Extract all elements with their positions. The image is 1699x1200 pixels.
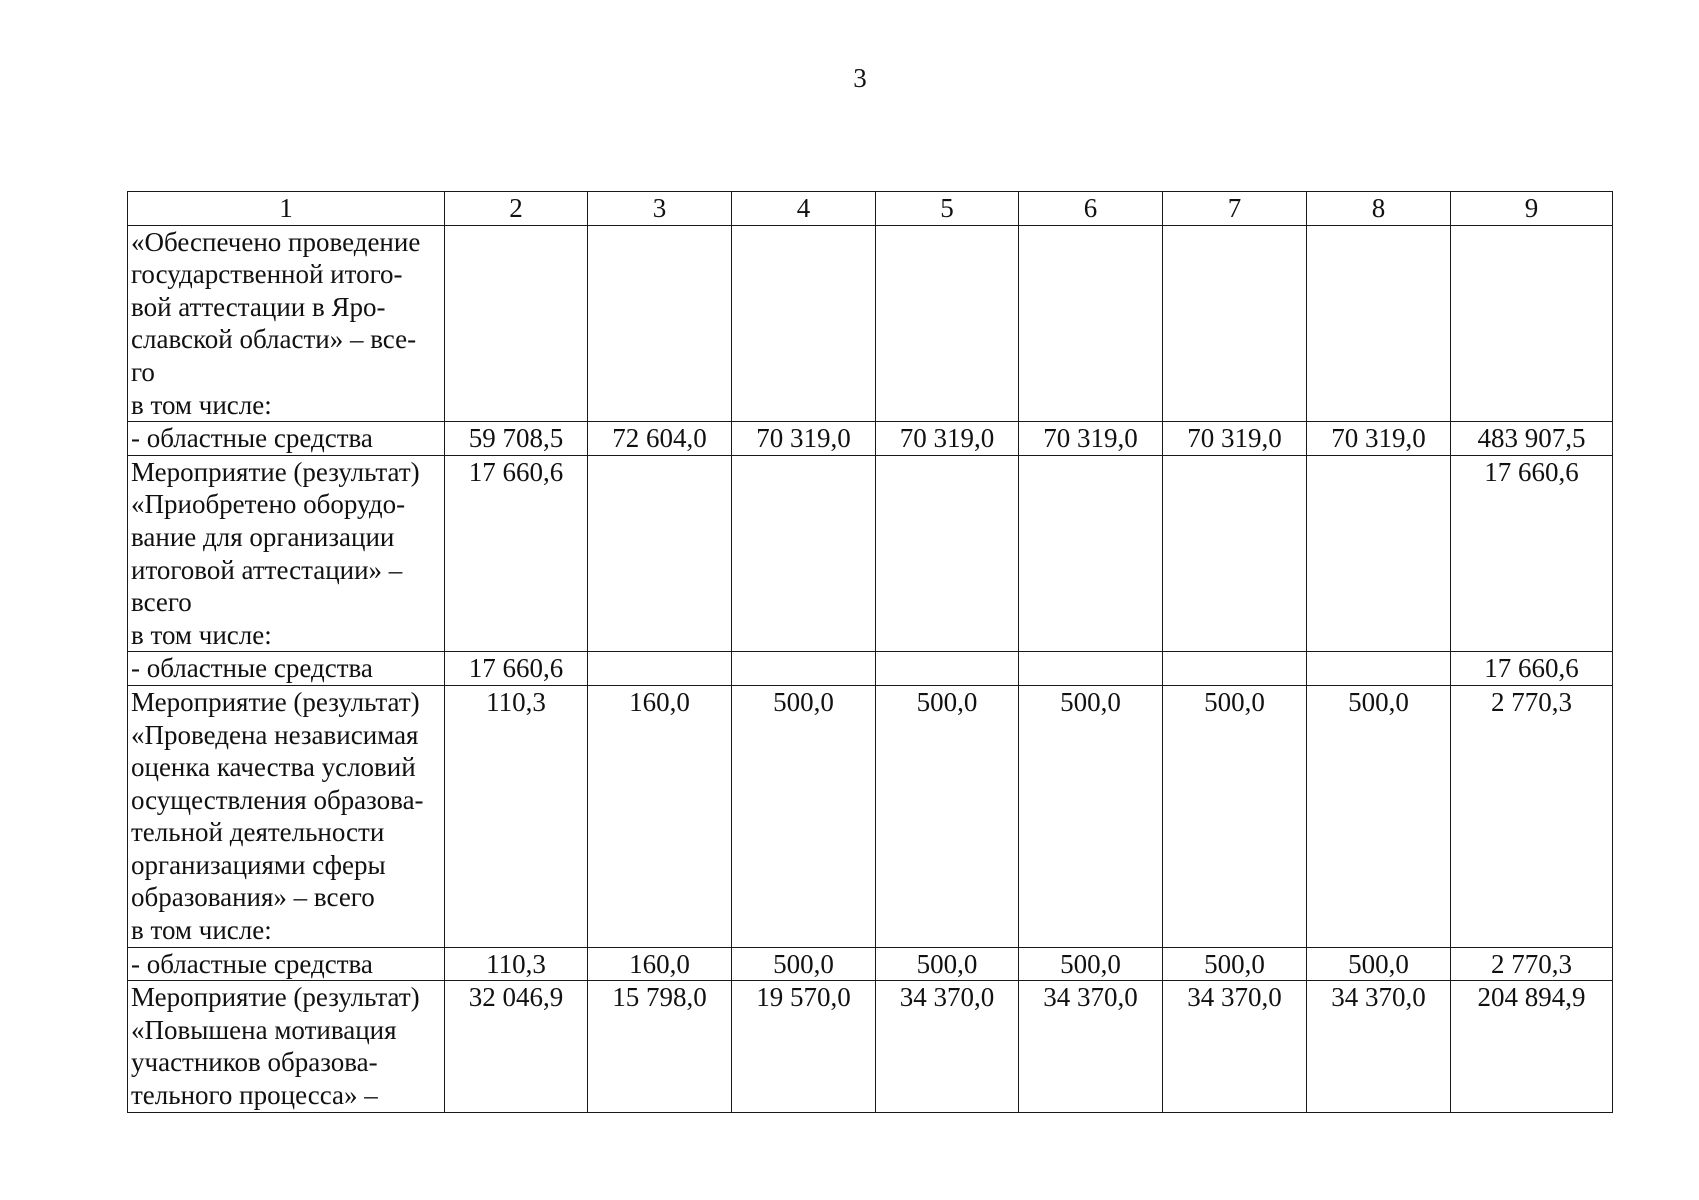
row-description-line: осуществления образова- [131, 784, 424, 815]
value-cell-col-2: 110,3 [445, 685, 588, 947]
value-cell-col-6 [1019, 652, 1163, 686]
value-cell-col-3: 15 798,0 [588, 981, 732, 1112]
column-header: 3 [588, 192, 732, 226]
row-description-line: славской области» – все- [131, 324, 417, 355]
value-cell-col-2: 110,3 [445, 947, 588, 981]
row-description-line: участников образова- [131, 1047, 378, 1078]
value-cell-col-4 [732, 225, 876, 422]
value-cell-col-3 [588, 225, 732, 422]
value-cell-col-5 [876, 652, 1019, 686]
value-cell-col-6 [1019, 455, 1163, 652]
row-description-line: образования» – всего [131, 882, 375, 913]
value-cell-col-9: 483 907,5 [1451, 422, 1613, 456]
value-cell-col-3: 72 604,0 [588, 422, 732, 456]
table-header-row [128, 192, 1613, 226]
value-cell-col-4: 19 570,0 [732, 981, 876, 1112]
value-cell-col-8 [1307, 455, 1451, 652]
column-header: 5 [876, 192, 1019, 226]
row-description-line: - областные средства [131, 423, 373, 454]
value-cell-col-3: 160,0 [588, 685, 732, 947]
value-cell-col-6: 500,0 [1019, 947, 1163, 981]
row-description-cell [128, 947, 445, 981]
value-cell-col-3: 160,0 [588, 947, 732, 981]
value-cell-col-8 [1307, 652, 1451, 686]
row-description-line: го [131, 356, 155, 387]
value-cell-col-6: 34 370,0 [1019, 981, 1163, 1112]
column-header: 8 [1307, 192, 1451, 226]
row-description-cell [128, 455, 445, 652]
row-description-line: итоговой аттестации» – [131, 554, 403, 585]
value-cell-col-5: 500,0 [876, 685, 1019, 947]
row-description-line: тельного процесса» – [131, 1080, 378, 1111]
row-description-line: оценка качества условий [131, 752, 416, 783]
table-row-regional-funds [128, 422, 1613, 456]
value-cell-col-7 [1163, 225, 1307, 422]
value-cell-col-4: 70 319,0 [732, 422, 876, 456]
value-cell-col-4: 500,0 [732, 685, 876, 947]
value-cell-col-7 [1163, 652, 1307, 686]
table-row-activity [128, 981, 1613, 1112]
row-description-line: Мероприятие (результат) [131, 686, 420, 717]
value-cell-col-2: 59 708,5 [445, 422, 588, 456]
value-cell-col-9: 17 660,6 [1451, 652, 1613, 686]
column-header: 7 [1163, 192, 1307, 226]
table-row-activity [128, 455, 1613, 652]
column-header: 6 [1019, 192, 1163, 226]
value-cell-col-5: 70 319,0 [876, 422, 1019, 456]
value-cell-col-5: 34 370,0 [876, 981, 1019, 1112]
row-description-line: в том числе: [131, 619, 272, 650]
row-description-line: «Обеспечено проведение [131, 226, 421, 257]
row-description-line: тельной деятельности [131, 817, 385, 848]
value-cell-col-3 [588, 652, 732, 686]
value-cell-col-6: 500,0 [1019, 685, 1163, 947]
value-cell-col-2: 17 660,6 [445, 652, 588, 686]
value-cell-col-5 [876, 225, 1019, 422]
value-cell-col-9 [1451, 225, 1613, 422]
value-cell-col-8: 34 370,0 [1307, 981, 1451, 1112]
row-description-line: Мероприятие (результат) [131, 456, 420, 487]
column-header: 1 [128, 192, 445, 226]
value-cell-col-8: 70 319,0 [1307, 422, 1451, 456]
row-description-line: - областные средства [131, 948, 373, 979]
row-description-line: «Проведена независимая [131, 719, 419, 750]
value-cell-col-2: 32 046,9 [445, 981, 588, 1112]
value-cell-col-7 [1163, 455, 1307, 652]
row-description-cell [128, 685, 445, 947]
value-cell-col-5: 500,0 [876, 947, 1019, 981]
row-description-line: вание для организации [131, 521, 395, 552]
value-cell-col-9: 2 770,3 [1451, 947, 1613, 981]
row-description-line: «Приобретено оборудо- [131, 489, 406, 520]
table-row-activity [128, 225, 1613, 422]
value-cell-col-8 [1307, 225, 1451, 422]
value-cell-col-7: 500,0 [1163, 685, 1307, 947]
row-description-cell [128, 422, 445, 456]
row-description-line: организациями сферы [131, 849, 386, 880]
value-cell-col-6 [1019, 225, 1163, 422]
value-cell-col-9: 2 770,3 [1451, 685, 1613, 947]
value-cell-col-9: 204 894,9 [1451, 981, 1613, 1112]
value-cell-col-8: 500,0 [1307, 685, 1451, 947]
row-description-line: государственной итого- [131, 259, 403, 290]
value-cell-col-4 [732, 652, 876, 686]
budget-table [127, 191, 1613, 1113]
row-description-line: - областные средства [131, 653, 373, 684]
value-cell-col-4 [732, 455, 876, 652]
value-cell-col-9: 17 660,6 [1451, 455, 1613, 652]
value-cell-col-8: 500,0 [1307, 947, 1451, 981]
row-description-line: в том числе: [131, 389, 272, 420]
row-description-cell [128, 652, 445, 686]
row-description-line: вой аттестации в Яро- [131, 291, 386, 322]
column-header: 2 [445, 192, 588, 226]
table-body [128, 192, 1613, 1113]
value-cell-col-2 [445, 225, 588, 422]
column-header: 9 [1451, 192, 1613, 226]
page-number: 3 [853, 63, 867, 93]
value-cell-col-3 [588, 455, 732, 652]
value-cell-col-4: 500,0 [732, 947, 876, 981]
table-row-regional-funds [128, 947, 1613, 981]
row-description-line: всего [131, 587, 192, 618]
value-cell-col-2: 17 660,6 [445, 455, 588, 652]
row-description-line: в том числе: [131, 915, 272, 946]
row-description-cell [128, 981, 445, 1112]
row-description-line: Мероприятие (результат) [131, 982, 420, 1013]
row-description-line: «Повышена мотивация [131, 1014, 397, 1045]
table-row-regional-funds [128, 652, 1613, 686]
value-cell-col-6: 70 319,0 [1019, 422, 1163, 456]
column-header: 4 [732, 192, 876, 226]
value-cell-col-7: 70 319,0 [1163, 422, 1307, 456]
value-cell-col-7: 34 370,0 [1163, 981, 1307, 1112]
value-cell-col-7: 500,0 [1163, 947, 1307, 981]
table-row-activity [128, 685, 1613, 947]
row-description-cell [128, 225, 445, 422]
value-cell-col-5 [876, 455, 1019, 652]
